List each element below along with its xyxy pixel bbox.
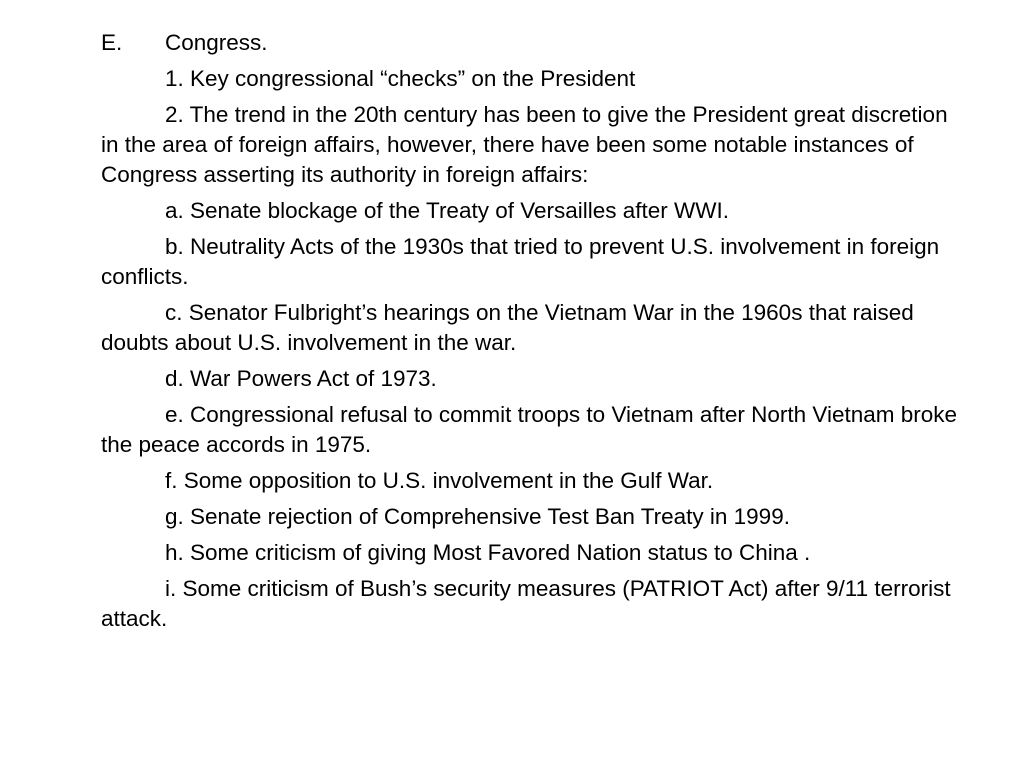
item-gulf-war-opposition: f. Some opposition to U.S. involvement in the Gulf War.: [165, 468, 714, 493]
item-war-powers-act: d. War Powers Act of 1973.: [165, 366, 437, 391]
section-title: Congress.: [165, 30, 268, 55]
point-foreign-affairs-trend: 2. The trend in the 20th century has been to give the President great discretion in the area of foreign affairs, however, there have been some notable instances of Congress asserting its authority in foreign affairs:: [101, 102, 948, 187]
item-patriot-act: i. Some criticism of Bush’s security measures (PATRIOT Act) after 9/11 terrorist attack.: [101, 576, 951, 631]
item-test-ban-treaty: g. Senate rejection of Comprehensive Test Ban Treaty in 1999.: [165, 504, 790, 529]
item-vietnam-troops-refusal: e. Congressional refusal to commit troops to Vietnam after North Vietnam broke the peace accords in 1975.: [101, 402, 958, 457]
item-neutrality-acts: b. Neutrality Acts of the 1930s that tried to prevent U.S. involvement in foreign conflicts.: [101, 234, 940, 289]
item-versailles: a. Senate blockage of the Treaty of Versailles after WWI.: [165, 198, 730, 223]
point-key-checks: 1. Key congressional “checks” on the President: [165, 66, 636, 91]
item-fulbright-hearings: c. Senator Fulbright’s hearings on the Vietnam War in the 1960s that raised doubts about U.S. involvement in the war.: [101, 300, 914, 355]
section-marker: E.: [101, 30, 123, 55]
slide-body: [101, 28, 971, 640]
item-most-favored-nation: h. Some criticism of giving Most Favored Nation status to China .: [165, 540, 811, 565]
section-heading: [101, 28, 971, 58]
